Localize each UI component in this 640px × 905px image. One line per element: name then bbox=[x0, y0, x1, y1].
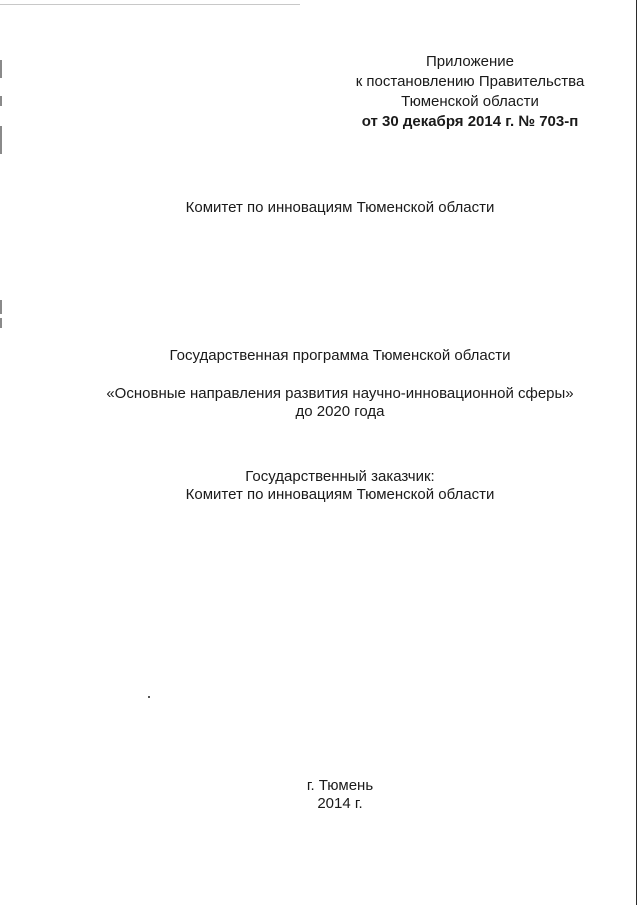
appendix-reference: к постановлению Правительства bbox=[355, 73, 585, 90]
scan-edge-left-mark bbox=[0, 318, 2, 328]
appendix-region: Тюменской области bbox=[401, 93, 539, 110]
scan-edge-left-mark bbox=[0, 126, 2, 154]
customer-value: Комитет по инновациям Тюменской области bbox=[185, 486, 495, 503]
customer-label: Государственный заказчик: bbox=[245, 468, 435, 485]
scan-dust-dot bbox=[148, 696, 150, 698]
scan-edge-left-mark bbox=[0, 96, 2, 106]
program-name-period: до 2020 года bbox=[295, 403, 385, 420]
scan-edge-right bbox=[636, 0, 637, 905]
appendix-title: Приложение bbox=[426, 53, 514, 70]
footer-year: 2014 г. bbox=[317, 795, 363, 812]
footer-city: г. Тюмень bbox=[306, 777, 374, 794]
program-name: «Основные направления развития научно-инновационной сферы» bbox=[106, 385, 574, 402]
scan-edge-left-mark bbox=[0, 60, 2, 78]
committee-header: Комитет по инновациям Тюменской области bbox=[185, 199, 495, 216]
program-title: Государственная программа Тюменской области bbox=[169, 347, 511, 364]
appendix-block bbox=[340, 52, 600, 132]
appendix-decree-date-number: от 30 декабря 2014 г. № 703-п bbox=[361, 113, 579, 130]
scan-edge-left-mark bbox=[0, 300, 2, 314]
scan-edge-top bbox=[0, 4, 300, 5]
